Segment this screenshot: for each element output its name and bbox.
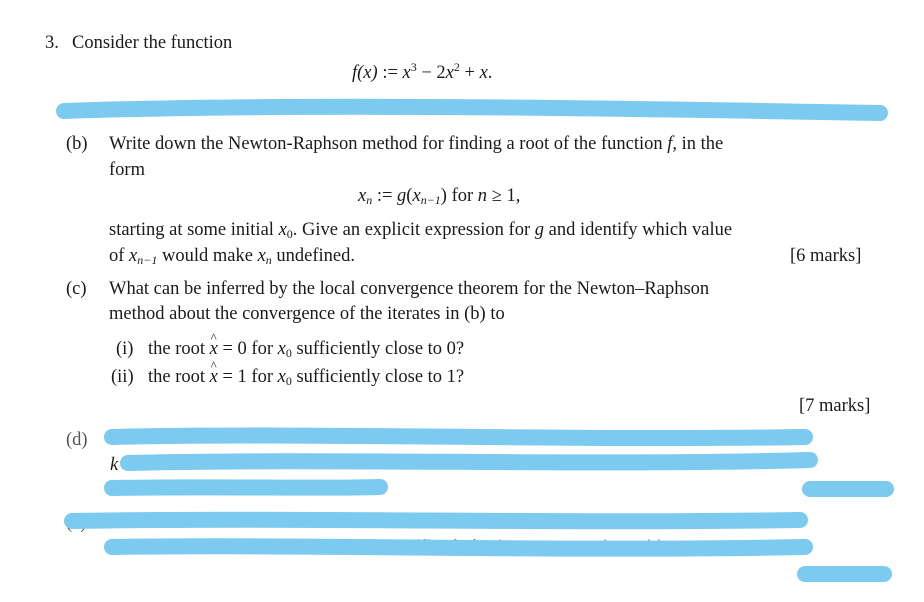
part-b-marks: [6 marks]: [790, 246, 862, 266]
part-b-line1-text: Write down the Newton-Raphson method for finding a root of the function: [109, 134, 663, 154]
redaction-stroke-d3: [112, 487, 380, 488]
part-c-line2: method about the convergence of the iterates in (b) to: [109, 304, 505, 324]
eq-n: n: [366, 193, 373, 207]
part-b-line2: form: [109, 160, 145, 180]
part-b-line4c: undefined.: [276, 246, 356, 266]
part-b-line3-g: g: [534, 220, 545, 240]
fx-x1: x: [402, 63, 411, 83]
part-d-fragment: ..mpute to four significant figures, the iterates x: [330, 428, 616, 444]
part-c-marks: [7 marks]: [799, 396, 871, 416]
part-c-ii-label: (ii): [111, 367, 134, 387]
fx-period: .: [487, 63, 493, 83]
eq-x2: x: [412, 186, 421, 206]
eq-sub2: n−1: [420, 193, 441, 207]
part-b-line3a: starting at some initial: [109, 220, 274, 240]
fx-exp2: 2: [453, 60, 460, 74]
part-b-line3-x: x: [278, 220, 287, 240]
eq-g: g: [397, 186, 407, 206]
part-c-ii-x0-sub: 0: [285, 374, 292, 388]
part-c-ii-x0: x: [277, 367, 286, 387]
part-c-ii-text-c: sufficiently close to 1?: [296, 367, 465, 387]
part-b-line4-x: x: [129, 246, 138, 266]
part-e-fragment: in part (d) and relate it to your answer in part (c): [372, 537, 663, 553]
part-e-label: (e): [66, 513, 87, 533]
redaction-stroke-d1: [112, 435, 805, 438]
fx-minus: − 2: [416, 63, 446, 83]
part-b-line1-f: f: [667, 134, 673, 154]
fx-assign: :=: [377, 63, 403, 83]
eq-open: (: [406, 186, 413, 206]
part-b-line1-end: , in the: [672, 134, 724, 154]
eq-n2: n: [477, 186, 488, 206]
part-c-i-label: (i): [116, 339, 134, 359]
part-c-i-text-b: = 0 for: [217, 339, 274, 359]
fx-x3: x: [479, 63, 488, 83]
fx-lhs: f(x): [352, 63, 378, 83]
part-b-label: (b): [66, 134, 88, 154]
part-b-line4-sub2: n: [265, 253, 272, 267]
part-b-line4a: of: [109, 246, 125, 266]
part-c-line1: What can be inferred by the local convergence theorem for the Newton–Raphson: [109, 279, 710, 299]
eq-close: ): [440, 186, 447, 206]
part-b-line4b: would make: [162, 246, 253, 266]
part-d-k-var: k: [110, 455, 119, 475]
redaction-stroke-a: [64, 107, 880, 113]
part-c-ii-text-a: the root: [148, 367, 206, 387]
part-c-i-text-a: the root: [148, 339, 206, 359]
part-c-i-text-c: sufficiently close to 0?: [296, 339, 465, 359]
fx-exp1: 3: [410, 60, 417, 74]
part-b-line3c: and identify which value: [548, 220, 733, 240]
part-c-ii-xhat: ^ x: [210, 367, 218, 388]
eq-x: x: [358, 186, 367, 206]
part-c-label: (c): [66, 279, 87, 299]
redaction-stroke-d2: [128, 460, 810, 463]
question-number: 3.: [45, 33, 59, 53]
eq-cond: ≥ 1,: [487, 186, 521, 206]
fx-x2: x: [445, 63, 454, 83]
eq-for: for: [446, 186, 478, 206]
part-c-ii-text-b: = 1 for: [217, 367, 274, 387]
eq-assign: :=: [372, 186, 398, 206]
question-intro: Consider the function: [72, 33, 233, 53]
fx-plus: +: [459, 63, 480, 83]
part-c-i-x0: x: [277, 339, 286, 359]
part-d-label: (d): [66, 430, 88, 450]
part-b-line3b: . Give an explicit expression for: [292, 220, 531, 240]
part-c-i-x0-sub: 0: [285, 346, 292, 360]
part-b-line4-x2: x: [257, 246, 266, 266]
part-c-i-xhat: ^ x: [210, 339, 218, 360]
redaction-stroke-e2: [112, 546, 805, 548]
part-b-line3-sub: 0: [286, 227, 293, 241]
part-b-line4-sub: n−1: [137, 253, 158, 267]
redaction-stroke-e1: [72, 520, 800, 522]
